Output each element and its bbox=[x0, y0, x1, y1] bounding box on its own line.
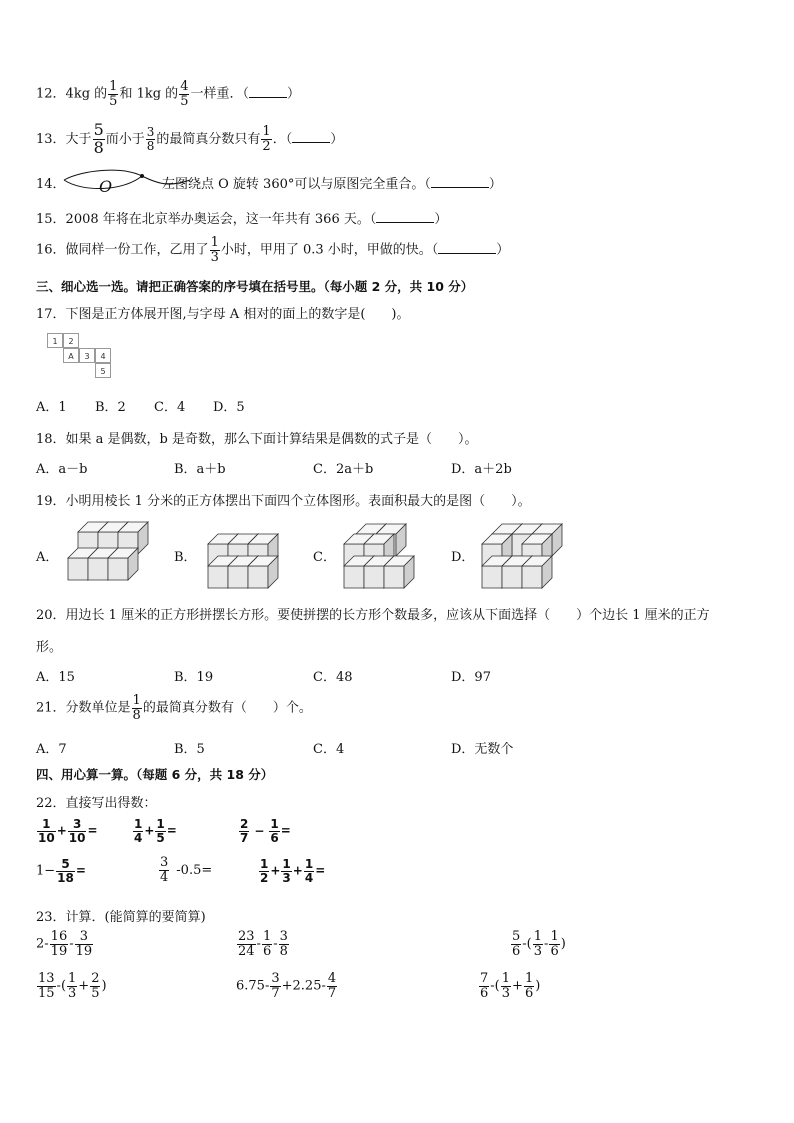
option-c[interactable]: C．2a＋b bbox=[313, 462, 374, 477]
denominator: 8 bbox=[93, 137, 104, 157]
answer-blank[interactable] bbox=[438, 253, 496, 254]
equals: = bbox=[87, 823, 98, 838]
question-text: 左图绕点 O 旋转 360°可以与原图完全重合。（ bbox=[162, 177, 431, 192]
question-text: ） bbox=[496, 242, 510, 258]
question-text: 和 1kg 的 bbox=[119, 86, 179, 102]
fraction bbox=[281, 858, 291, 884]
operator: ) bbox=[101, 978, 107, 994]
figure-c bbox=[344, 524, 414, 588]
option-a[interactable]: A．a－b bbox=[36, 462, 88, 477]
fraction bbox=[37, 972, 56, 1000]
operator: - bbox=[273, 936, 278, 952]
question-number: 12． bbox=[36, 86, 66, 102]
question-16 bbox=[36, 236, 509, 264]
answer-blank[interactable] bbox=[249, 97, 287, 98]
fraction bbox=[239, 818, 249, 844]
expression-text: +2.25- bbox=[281, 978, 326, 994]
numerator: 1 bbox=[501, 971, 511, 986]
operator: -( bbox=[522, 936, 532, 952]
question-text: ） bbox=[286, 86, 300, 102]
operator: ) bbox=[535, 978, 541, 994]
denominator: 6 bbox=[550, 943, 559, 959]
numerator: 1 bbox=[37, 818, 56, 832]
operator: -( bbox=[490, 978, 500, 994]
denominator: 5 bbox=[109, 93, 118, 109]
operator: ) bbox=[560, 936, 566, 952]
expression-text: -0.5= bbox=[176, 862, 213, 878]
answer-blank[interactable] bbox=[376, 222, 434, 223]
denominator: 10 bbox=[68, 830, 86, 845]
cube-figures bbox=[0, 518, 794, 598]
denominator: 18 bbox=[57, 870, 74, 885]
fraction bbox=[511, 930, 521, 958]
mental-calc-2 bbox=[132, 818, 177, 844]
fraction bbox=[155, 818, 165, 844]
question-17: 17．下图是正方体展开图,与字母 A 相对的面上的数字是( )。 bbox=[36, 307, 410, 322]
calc-1 bbox=[36, 930, 94, 958]
fraction bbox=[259, 858, 269, 884]
net-cell: 5 bbox=[95, 363, 111, 378]
fraction bbox=[501, 972, 511, 1000]
option-a[interactable]: A．1 bbox=[36, 400, 67, 415]
denominator: 6 bbox=[480, 985, 489, 1001]
operator: - bbox=[256, 936, 261, 952]
denominator: 5 bbox=[180, 93, 189, 109]
fraction bbox=[270, 972, 280, 1000]
denominator: 2 bbox=[262, 138, 271, 154]
equals: = bbox=[75, 863, 86, 878]
answer-blank[interactable] bbox=[292, 142, 330, 143]
fraction bbox=[261, 125, 271, 153]
denominator: 2 bbox=[260, 870, 269, 885]
mental-calc-3 bbox=[238, 818, 291, 844]
net-cell: 2 bbox=[63, 333, 79, 348]
denominator: 5 bbox=[91, 985, 100, 1001]
option-d[interactable]: D． bbox=[451, 550, 475, 565]
question-text: 做同样一份工作，乙用了 bbox=[65, 242, 209, 258]
net-cell: 3 bbox=[79, 348, 95, 363]
operator: − bbox=[254, 823, 265, 838]
question-20: 20．用边长 1 厘米的正方形拼摆长方形。要使拼摆的长方形个数最多，应该从下面选择（ ）个边长 1 厘米的正方 bbox=[36, 608, 710, 623]
operator: - bbox=[544, 936, 549, 952]
mental-calc-1 bbox=[36, 818, 98, 844]
operator: + bbox=[512, 978, 523, 994]
numerator: 1 bbox=[262, 929, 272, 944]
numerator: 1 bbox=[550, 929, 559, 944]
question-text: 21．分数单位是 bbox=[36, 700, 131, 716]
numerator: 1 bbox=[260, 857, 269, 871]
fraction bbox=[304, 858, 314, 884]
operator: - bbox=[69, 936, 74, 952]
denominator: 3 bbox=[501, 985, 511, 1001]
question-text: ．（ bbox=[272, 131, 293, 147]
denominator: 8 bbox=[146, 138, 155, 153]
numerator: 5 bbox=[93, 120, 104, 139]
denominator: 3 bbox=[68, 985, 77, 1001]
expression-text: 2- bbox=[36, 936, 49, 952]
numerator: 4 bbox=[180, 79, 189, 94]
option-b[interactable]: B．a＋b bbox=[174, 462, 226, 477]
numerator: 3 bbox=[68, 818, 87, 832]
denominator: 4 bbox=[304, 870, 314, 885]
expression-text: 6.75- bbox=[236, 978, 270, 994]
fraction bbox=[37, 818, 56, 844]
question-text: 大于 bbox=[65, 131, 92, 147]
option-c[interactable]: C． bbox=[313, 550, 336, 565]
fraction bbox=[237, 930, 256, 958]
question-12 bbox=[36, 80, 300, 108]
option-d[interactable]: D．97 bbox=[451, 670, 491, 685]
numerator: 1 bbox=[533, 929, 543, 944]
fraction bbox=[279, 930, 289, 958]
calc-3 bbox=[510, 930, 566, 958]
numerator: 5 bbox=[512, 929, 521, 944]
operator: -( bbox=[56, 978, 67, 994]
numerator: 3 bbox=[160, 855, 169, 870]
figure-a bbox=[68, 522, 148, 580]
numerator: 3 bbox=[279, 929, 288, 944]
numerator: 1 bbox=[282, 857, 291, 871]
question-text: ） bbox=[330, 131, 344, 147]
section-3-heading: 三、细心选一选。请把正确答案的序号填在括号里。（每小题 2 分，共 10 分） bbox=[36, 279, 474, 294]
question-text: 一样重．（ bbox=[190, 86, 249, 102]
question-text: ） bbox=[434, 212, 448, 227]
question-20-cont: 形。 bbox=[36, 640, 63, 655]
option-c[interactable]: C．48 bbox=[313, 670, 353, 685]
denominator: 19 bbox=[75, 943, 93, 959]
denominator: 6 bbox=[262, 943, 272, 959]
numerator: 3 bbox=[271, 971, 280, 986]
net-cell: 4 bbox=[95, 348, 111, 363]
operator: + bbox=[56, 823, 67, 838]
question-22: 22．直接写出得数： bbox=[36, 796, 157, 811]
figure-b bbox=[208, 534, 278, 588]
fraction bbox=[533, 930, 543, 958]
fraction bbox=[56, 858, 75, 884]
numerator: 1 bbox=[270, 817, 279, 831]
fraction bbox=[524, 972, 534, 1000]
expression-text: 1− bbox=[36, 863, 56, 879]
denominator: 6 bbox=[512, 943, 521, 959]
numerator: 5 bbox=[56, 858, 75, 872]
fraction bbox=[108, 80, 118, 108]
option-d[interactable]: D．5 bbox=[213, 400, 245, 415]
option-b[interactable]: B．19 bbox=[174, 670, 214, 685]
numerator: 3 bbox=[75, 930, 94, 945]
calc-5 bbox=[236, 972, 338, 1000]
operator: + bbox=[292, 863, 303, 878]
question-18: 18．如果 a 是偶数，b 是奇数，那么下面计算结果是偶数的式子是（ ）。 bbox=[36, 432, 478, 447]
mental-calc-4 bbox=[36, 858, 86, 884]
fraction bbox=[159, 856, 169, 884]
fraction bbox=[133, 818, 143, 844]
numerator: 3 bbox=[146, 125, 155, 140]
denominator: 3 bbox=[282, 870, 291, 885]
denominator: 8 bbox=[132, 707, 141, 723]
question-21 bbox=[36, 694, 312, 722]
figure-d bbox=[482, 524, 562, 588]
calc-4 bbox=[36, 972, 107, 1000]
question-15 bbox=[36, 208, 447, 227]
numerator: 1 bbox=[68, 971, 77, 986]
question-text: 2008 年将在北京举办奥运会，这一年共有 366 天。（ bbox=[65, 212, 377, 227]
denominator: 6 bbox=[524, 985, 534, 1001]
point-o-label: O bbox=[99, 177, 113, 196]
denominator: 5 bbox=[156, 830, 165, 845]
fraction bbox=[50, 930, 69, 958]
operator: + bbox=[144, 823, 155, 838]
question-text: 4kg 的 bbox=[65, 86, 108, 102]
denominator: 24 bbox=[238, 943, 255, 959]
equals: = bbox=[315, 863, 326, 878]
numerator: 1 bbox=[156, 817, 165, 831]
denominator: 7 bbox=[327, 985, 337, 1001]
mental-calc-6 bbox=[258, 858, 325, 884]
numerator: 1 bbox=[304, 857, 314, 871]
question-number: 13． bbox=[36, 131, 66, 147]
mental-calc-5 bbox=[158, 856, 212, 884]
option-d[interactable]: D．a＋2b bbox=[451, 462, 512, 477]
question-text: ） bbox=[488, 177, 502, 192]
numerator: 4 bbox=[327, 971, 337, 986]
numerator: 16 bbox=[50, 929, 68, 944]
equals: = bbox=[166, 823, 177, 838]
fraction bbox=[479, 972, 489, 1000]
numerator: 1 bbox=[109, 79, 118, 94]
denominator: 19 bbox=[50, 943, 68, 959]
question-number: 14． bbox=[36, 177, 66, 192]
fraction bbox=[210, 236, 220, 264]
fraction bbox=[146, 126, 156, 152]
fraction bbox=[68, 818, 87, 844]
question-text-wrap bbox=[162, 173, 502, 192]
question-13 bbox=[36, 122, 343, 157]
numerator: 1 bbox=[262, 124, 271, 140]
operator: + bbox=[270, 863, 281, 878]
net-cell: 1 bbox=[47, 333, 63, 348]
fraction bbox=[90, 972, 100, 1000]
numerator: 23 bbox=[238, 929, 255, 944]
answer-blank[interactable] bbox=[431, 187, 489, 188]
option-d[interactable]: D．无数个 bbox=[451, 742, 514, 757]
fraction bbox=[75, 930, 94, 958]
fraction bbox=[327, 972, 337, 1000]
denominator: 4 bbox=[134, 830, 143, 845]
option-b[interactable]: B．2 bbox=[95, 400, 126, 415]
denominator: 8 bbox=[279, 943, 288, 959]
fraction bbox=[269, 818, 279, 844]
net-cell: A bbox=[63, 348, 79, 363]
question-text: 的最简真分数有（ ）个。 bbox=[142, 700, 312, 716]
question-text: 小时，甲用了 0.3 小时，甲做的快。（ bbox=[220, 242, 439, 258]
denominator: 3 bbox=[533, 943, 543, 959]
option-a[interactable]: A．15 bbox=[36, 670, 75, 685]
numerator: 1 bbox=[210, 235, 219, 250]
denominator: 4 bbox=[160, 869, 169, 885]
option-b[interactable]: B．5 bbox=[174, 742, 205, 757]
question-text: 而小于 bbox=[105, 131, 145, 147]
numerator: 7 bbox=[480, 971, 489, 986]
denominator: 7 bbox=[240, 830, 249, 845]
option-a[interactable]: A． bbox=[36, 550, 59, 565]
question-number: 16． bbox=[36, 242, 66, 258]
option-c[interactable]: C．4 bbox=[154, 400, 186, 415]
question-text: 的最简真分数只有 bbox=[156, 131, 261, 147]
numerator: 1 bbox=[134, 817, 143, 831]
fraction bbox=[132, 694, 142, 722]
numerator: 13 bbox=[38, 971, 55, 986]
option-b[interactable]: B． bbox=[174, 550, 197, 565]
denominator: 10 bbox=[38, 830, 55, 845]
numerator: 2 bbox=[91, 971, 100, 986]
section-4-heading: 四、用心算一算。（每题 6 分，共 18 分） bbox=[36, 767, 274, 782]
option-c[interactable]: C．4 bbox=[313, 742, 345, 757]
operator: + bbox=[78, 978, 90, 994]
denominator: 6 bbox=[270, 830, 279, 845]
calc-2 bbox=[236, 930, 290, 958]
equals: = bbox=[280, 823, 291, 838]
numerator: 2 bbox=[240, 817, 249, 831]
denominator: 3 bbox=[210, 249, 219, 265]
calc-6 bbox=[478, 972, 540, 1000]
question-number: 15． bbox=[36, 212, 66, 227]
option-a[interactable]: A．7 bbox=[36, 742, 67, 757]
numerator: 1 bbox=[132, 693, 141, 708]
denominator: 15 bbox=[38, 985, 55, 1001]
numerator: 1 bbox=[524, 971, 534, 986]
denominator: 7 bbox=[271, 985, 280, 1001]
fraction bbox=[67, 972, 77, 1000]
fraction bbox=[549, 930, 559, 958]
fraction bbox=[262, 930, 272, 958]
fraction bbox=[93, 122, 105, 157]
question-19: 19．小明用棱长 1 分米的正方体摆出下面四个立体图形。表面积最大的是图（ ）。 bbox=[36, 494, 531, 509]
question-23: 23．计算．(能简算的要简算) bbox=[36, 910, 206, 925]
fraction bbox=[179, 80, 189, 108]
